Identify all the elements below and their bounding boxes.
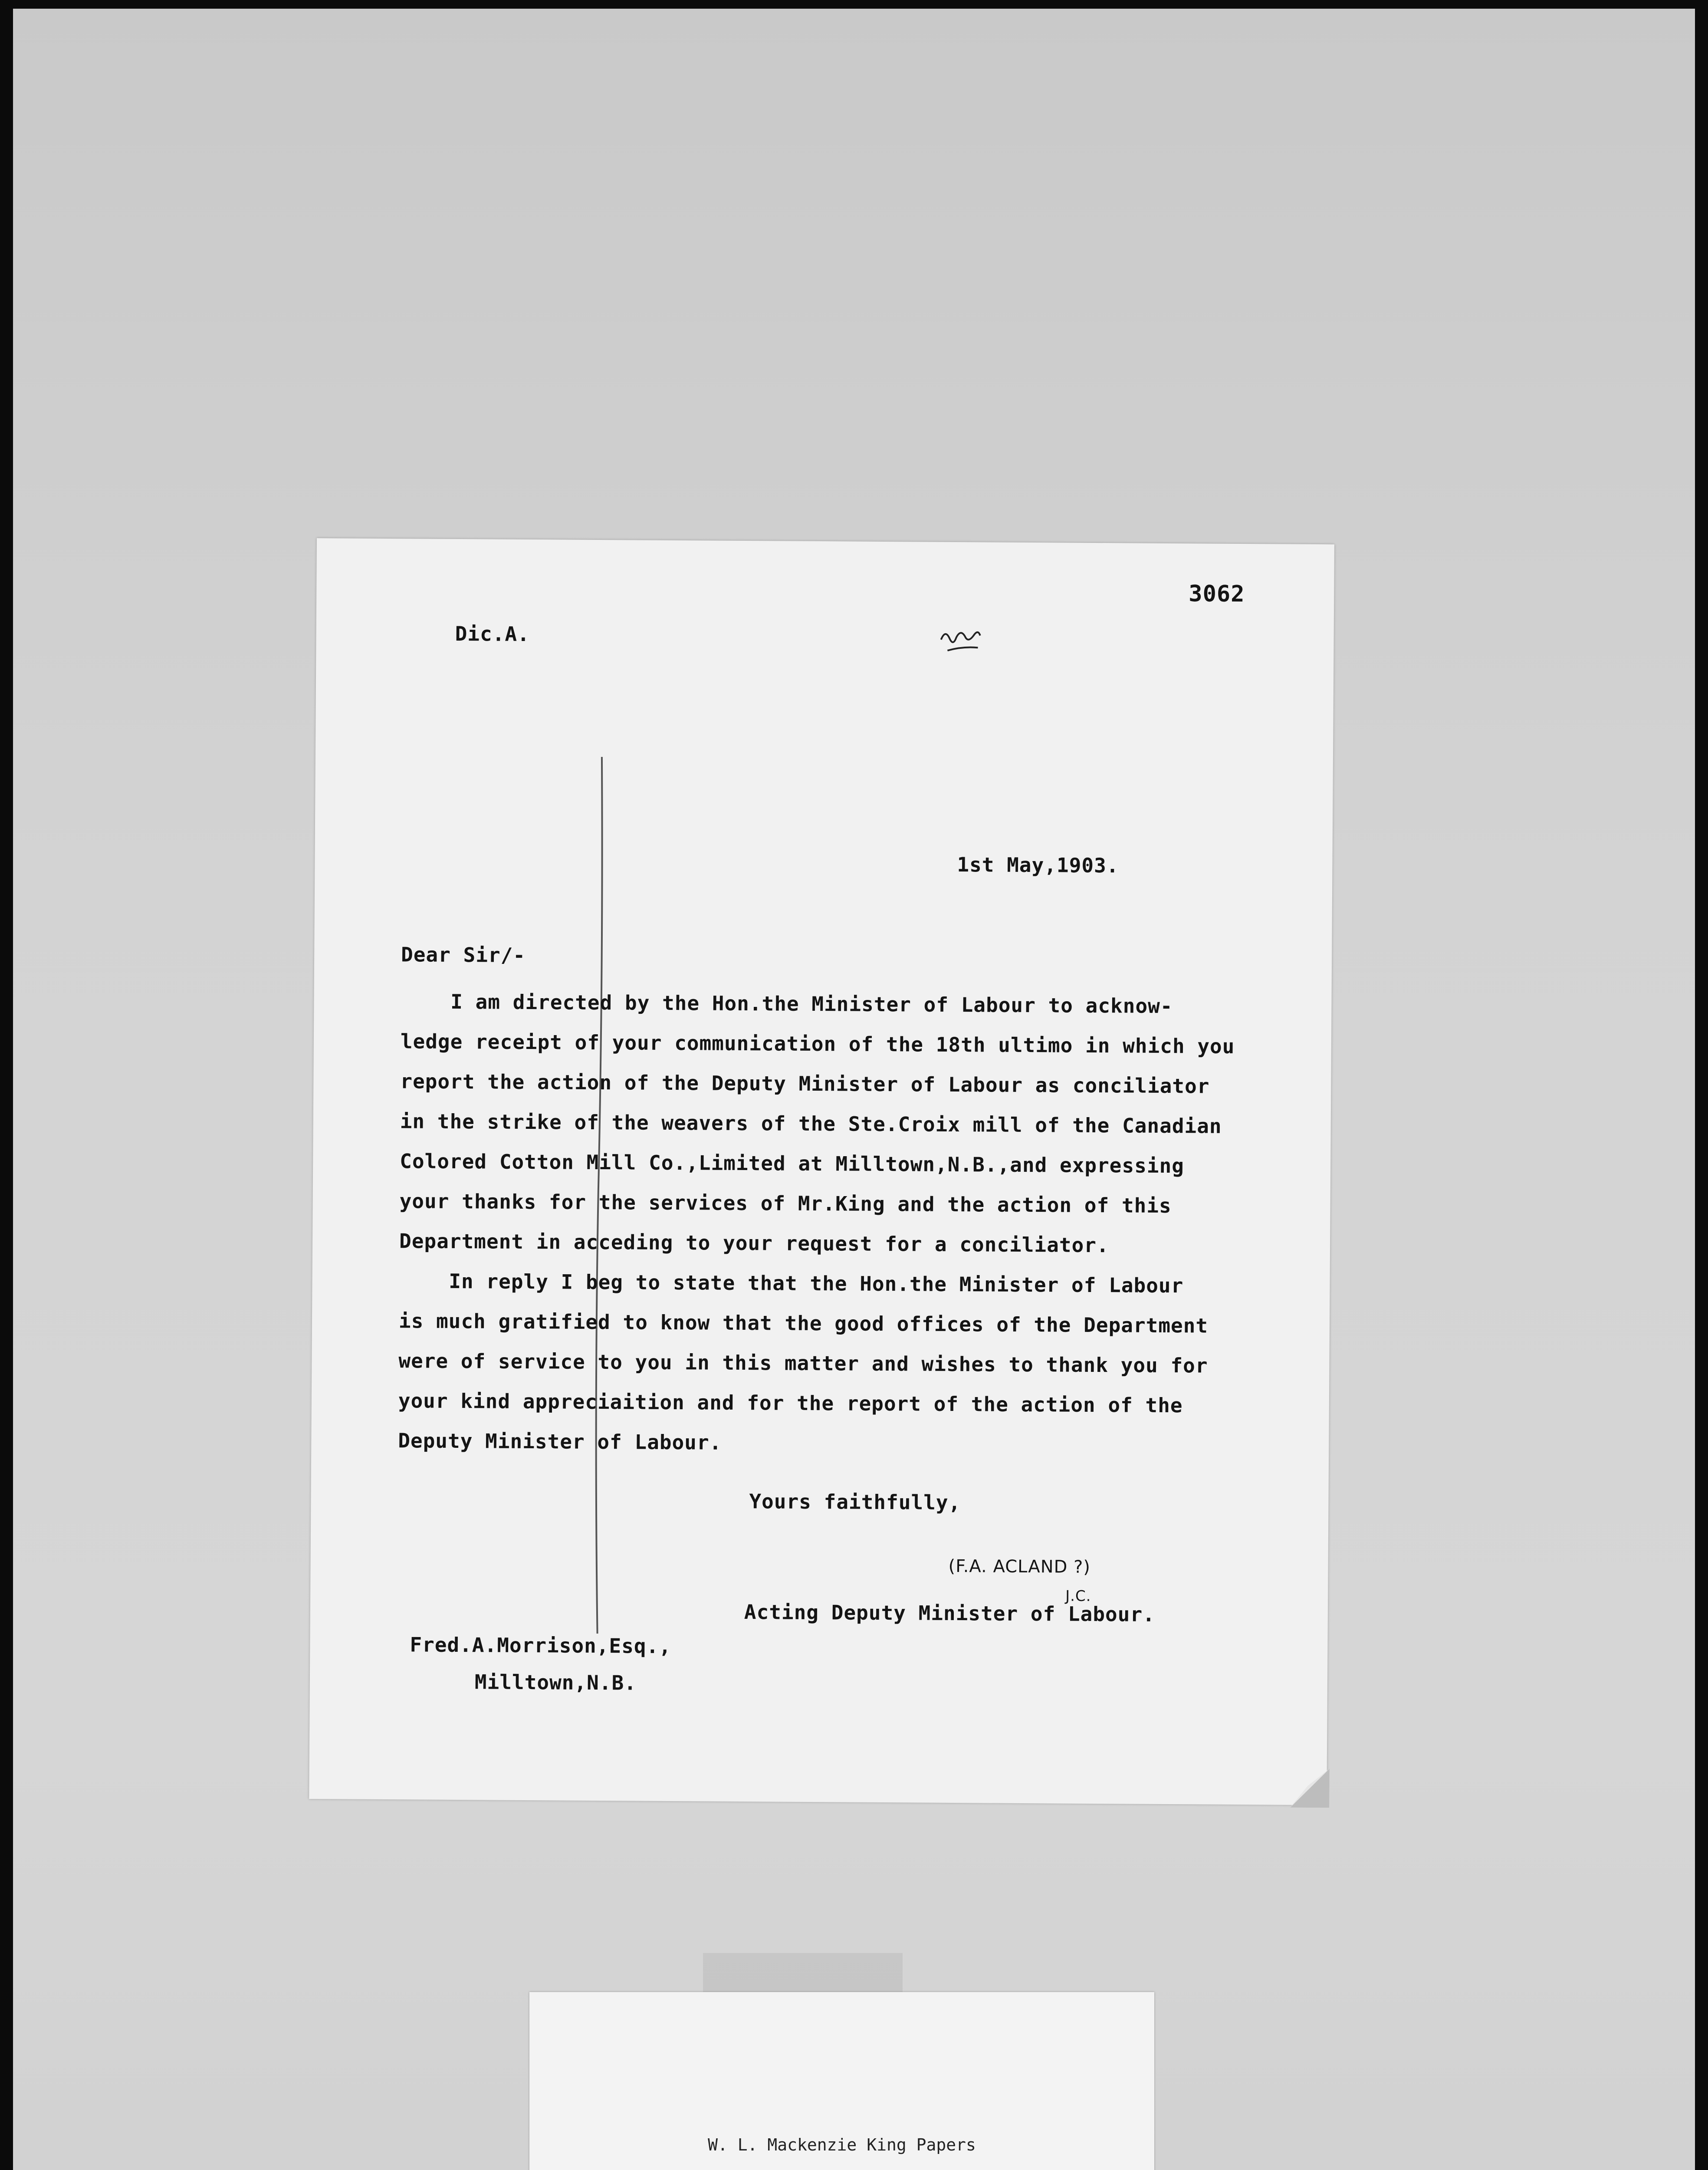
handwritten-mark: [936, 622, 989, 658]
body-line: Department in acceding to your request for a conciliator.: [399, 1229, 1109, 1257]
page-number: 3062: [1189, 581, 1245, 608]
body-line: I am directed by the Hon.the Minister of Labour to acknow-: [401, 990, 1173, 1018]
handwritten-initials: J.C.: [1065, 1587, 1091, 1605]
addressee-place: Milltown,N.B.: [474, 1670, 637, 1695]
body-line: were of service to you in this matter and wishes to thank you for: [398, 1349, 1208, 1378]
body-line: In reply I beg to state that the Hon.the Minister of Labour: [399, 1269, 1184, 1298]
dictation-reference: Dic.A.: [455, 621, 530, 646]
letter-date: 1st May,1903.: [957, 853, 1119, 878]
body-line: your thanks for the services of Mr.King and the action of this: [399, 1189, 1172, 1218]
folded-corner: [1290, 1769, 1330, 1808]
body-line: ledge receipt of your communication of the 18th ultimo in which you: [400, 1029, 1235, 1058]
body-line: in the strike of the weavers of the Ste.Croix mill of the Canadian: [400, 1109, 1222, 1138]
closing: Yours faithfully,: [749, 1489, 961, 1515]
collection-title: W. L. Mackenzie King Papers: [708, 2135, 976, 2154]
body-line: Deputy Minister of Labour.: [398, 1429, 722, 1454]
collection-label-card: [529, 1992, 1154, 2170]
body-line: report the action of the Deputy Minister of Labour as conciliator: [400, 1069, 1210, 1098]
body-line: is much gratified to know that the good offices of the Department: [398, 1309, 1209, 1338]
letter-body: [398, 981, 1312, 1466]
body-line: your kind appreciaition and for the report of the action of the: [398, 1389, 1183, 1417]
salutation: Dear Sir/-: [401, 943, 526, 967]
body-line: Colored Cotton Mill Co.,Limited at Milltown,N.B.,and expressing: [400, 1149, 1185, 1178]
handwritten-signature-note: (F.A. ACLAND ?): [948, 1556, 1091, 1577]
typed-letter: [309, 538, 1334, 1805]
signature-title: Acting Deputy Minister of Labour.: [744, 1600, 1155, 1626]
addressee-name: Fred.A.Morrison,Esq.,: [410, 1633, 672, 1658]
